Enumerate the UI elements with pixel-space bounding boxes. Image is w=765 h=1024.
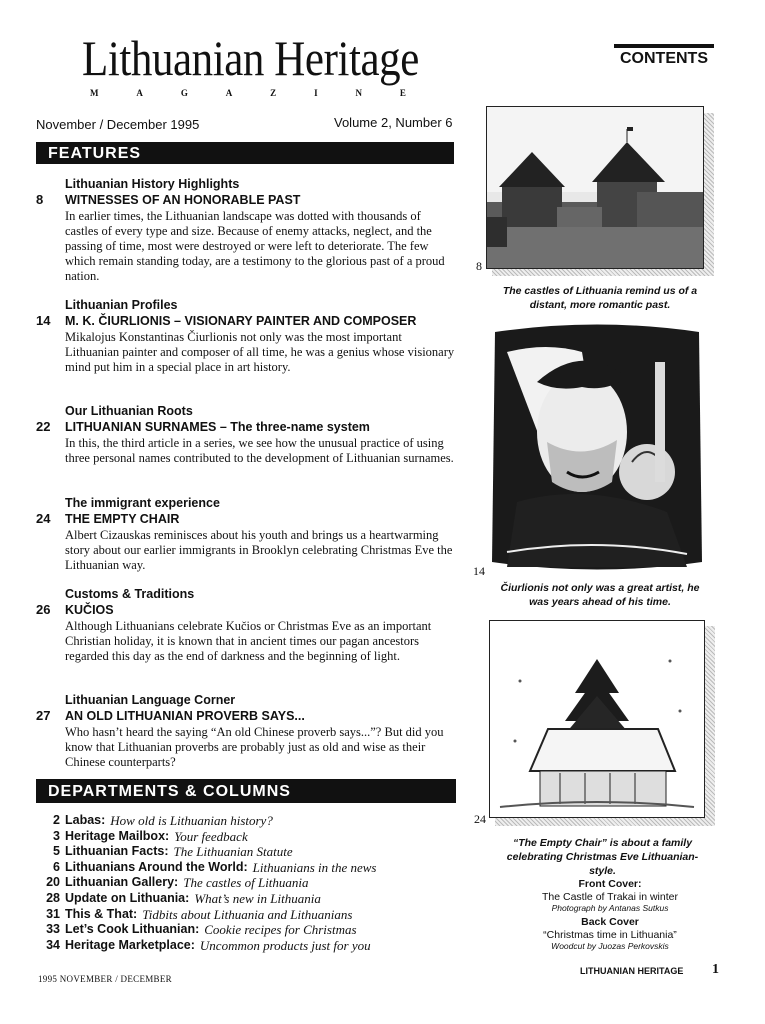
magazine-title: Lithuanian Heritage [82, 30, 419, 86]
feature-title[interactable]: WITNESSES OF AN HONORABLE PAST [65, 193, 301, 207]
feature-title[interactable]: LITHUANIAN SURNAMES – The three-name system [65, 420, 370, 434]
department-description: Lithuanians in the news [252, 859, 377, 875]
feature-page-number: 22 [36, 419, 51, 434]
feature-page-number: 8 [36, 192, 44, 207]
feature-title[interactable]: AN OLD LITHUANIAN PROVERB SAYS... [65, 709, 305, 723]
department-page-number: 5 [53, 844, 60, 859]
feature-title[interactable]: THE EMPTY CHAIR [65, 512, 180, 526]
footer-issue: 1995 NOVEMBER / DECEMBER [38, 974, 172, 984]
feature-entry[interactable] [36, 403, 456, 466]
department-item[interactable] [36, 860, 456, 876]
issue-date: November / December 1995 [36, 117, 200, 132]
department-item[interactable] [36, 891, 456, 907]
subtitle-letter: A [136, 88, 143, 98]
portrait-woodcut[interactable] [487, 322, 707, 572]
image-page-ref: 8 [476, 259, 482, 273]
image-caption: “The Empty Chair” is about a family celebrating Christmas Eve Lithuanian-style. [506, 837, 699, 877]
department-item[interactable] [36, 813, 456, 829]
feature-entry[interactable] [36, 495, 456, 573]
department-name: Labas: [65, 813, 106, 827]
subtitle-letter: N [355, 88, 362, 98]
departments-list [36, 813, 456, 953]
department-description: The Lithuanian Statute [173, 844, 293, 860]
department-description: What’s new in Lithuania [194, 890, 321, 906]
subtitle-letter: Z [270, 88, 277, 98]
feature-page-number: 24 [36, 511, 51, 526]
castle-illustration [487, 107, 703, 268]
subtitle-letter: E [399, 88, 406, 98]
subtitle-letter: A [225, 88, 233, 98]
footer-magazine-name: LITHUANIAN HERITAGE [580, 966, 684, 976]
feature-title[interactable]: M. K. ČIURLIONIS – VISIONARY PAINTER AND COMPOSER [65, 314, 417, 328]
image-caption: The castles of Lithuania remind us of a distant, more romantic past. [502, 285, 698, 311]
department-page-number: 33 [46, 922, 60, 937]
feature-category: Customs & Traditions [65, 587, 195, 601]
department-page-number: 28 [46, 890, 60, 905]
portrait-illustration [487, 322, 707, 572]
cover-credits [500, 878, 720, 952]
feature-entry[interactable] [36, 586, 456, 664]
feature-page-number: 27 [36, 708, 51, 723]
department-name: Lithuanian Facts: [65, 844, 169, 859]
departments-header: DEPARTMENTS & COLUMNS [36, 779, 456, 803]
feature-entry[interactable] [36, 297, 456, 375]
department-name: Let’s Cook Lithuanian: [65, 922, 200, 937]
feature-entry[interactable] [36, 692, 456, 770]
department-description: The castles of Lithuania [183, 875, 309, 891]
feature-description: Who hasn’t heard the saying “An old Chinese proverb says...”? But did you know that Lithuanian proverbs are probably just as old and wise as their Chinese counterparts? [65, 725, 444, 769]
department-page-number: 34 [46, 937, 60, 952]
department-description: Tidbits about Lithuania and Lithuanians [142, 906, 353, 922]
feature-category: Lithuanian Profiles [65, 298, 178, 312]
feature-page-number: 14 [36, 313, 51, 328]
department-item[interactable] [36, 844, 456, 860]
feature-category: Lithuanian Language Corner [65, 693, 236, 707]
department-name: Heritage Mailbox: [65, 828, 170, 843]
issue-volume: Volume 2, Number 6 [334, 115, 453, 130]
front-cover-title: The Castle of Trakai in winter [542, 891, 678, 903]
feature-entry[interactable] [36, 176, 456, 284]
back-cover-credit: Woodcut by Juozas Perkovskis [551, 941, 669, 951]
feature-page-number: 26 [36, 602, 51, 617]
department-page-number: 6 [53, 859, 60, 874]
feature-description: In earlier times, the Lithuanian landscape was dotted with thousands of castles of every type and size. Because of enemy attacks, neglect, and the passing of time, most were destroyed or were left to deteriorate. The few which remain standing today, are a testimony to the glorious past of a proud nation. [65, 209, 445, 283]
subtitle-letter: M [90, 88, 99, 98]
features-header: FEATURES [36, 142, 454, 164]
feature-description: Mikalojus Konstantinas Čiurlionis not only was the most important Lithuanian painter and composer of all time, he was a genius whose visionary mind put him in a special place in art history. [65, 330, 455, 374]
department-page-number: 31 [46, 906, 60, 921]
department-description: Uncommon products just for you [199, 937, 371, 953]
feature-title[interactable]: KUČIOS [65, 603, 114, 617]
subtitle-letter: I [314, 88, 318, 98]
department-name: This & That: [65, 906, 138, 921]
cottage-illustration [490, 621, 704, 817]
cottage-woodcut[interactable] [489, 620, 705, 818]
department-page-number: 3 [53, 828, 60, 843]
department-item[interactable] [36, 938, 456, 954]
department-description: Cookie recipes for Christmas [204, 922, 357, 938]
department-description: Your feedback [174, 828, 248, 844]
department-page-number: 20 [46, 875, 60, 890]
feature-description: Albert Cizauskas reminisces about his youth and brings us a heartwarming story about our earlier immigrants in Brooklyn celebrating Christmas Eve the Lithuanian way. [65, 528, 453, 572]
image-caption: Čiurlionis not only was a great artist, he was years ahead of his time. [500, 582, 700, 608]
image-page-ref: 14 [473, 564, 485, 578]
front-cover-heading: Front Cover: [578, 878, 642, 890]
back-cover-heading: Back Cover [581, 916, 639, 928]
department-name: Heritage Marketplace: [65, 937, 195, 952]
back-cover-title: “Christmas time in Lithuania” [543, 929, 677, 941]
feature-description: Although Lithuanians celebrate Kučios or Christmas Eve as an important Christian holiday, it is known that in ancient times our pagan ancestors regarded this day as the end of darkness and the beginning of light. [65, 619, 432, 663]
department-description: How old is Lithuanian history? [110, 813, 273, 828]
image-page-ref: 24 [474, 812, 486, 826]
contents-rule [614, 44, 714, 48]
feature-category: Lithuanian History Highlights [65, 177, 240, 191]
magazine-subtitle [90, 88, 406, 98]
department-item[interactable] [36, 829, 456, 845]
department-name: Update on Lithuania: [65, 890, 190, 905]
department-item[interactable] [36, 922, 456, 938]
feature-category: Our Lithuanian Roots [65, 404, 193, 418]
castle-photo[interactable] [486, 106, 704, 269]
front-cover-credit: Photograph by Antanas Sutkus [551, 903, 669, 913]
page-number: 1 [712, 962, 719, 977]
contents-label: CONTENTS [620, 50, 708, 67]
department-item[interactable] [36, 875, 456, 891]
department-page-number: 2 [53, 813, 60, 827]
feature-category: The immigrant experience [65, 496, 220, 510]
department-name: Lithuanian Gallery: [65, 875, 179, 890]
feature-description: In this, the third article in a series, we see how the unusual practice of using three personal names contributed to the development of Lithuanian surnames. [65, 436, 454, 465]
department-name: Lithuanians Around the World: [65, 859, 248, 874]
department-item[interactable] [36, 907, 456, 923]
subtitle-letter: G [180, 88, 188, 98]
